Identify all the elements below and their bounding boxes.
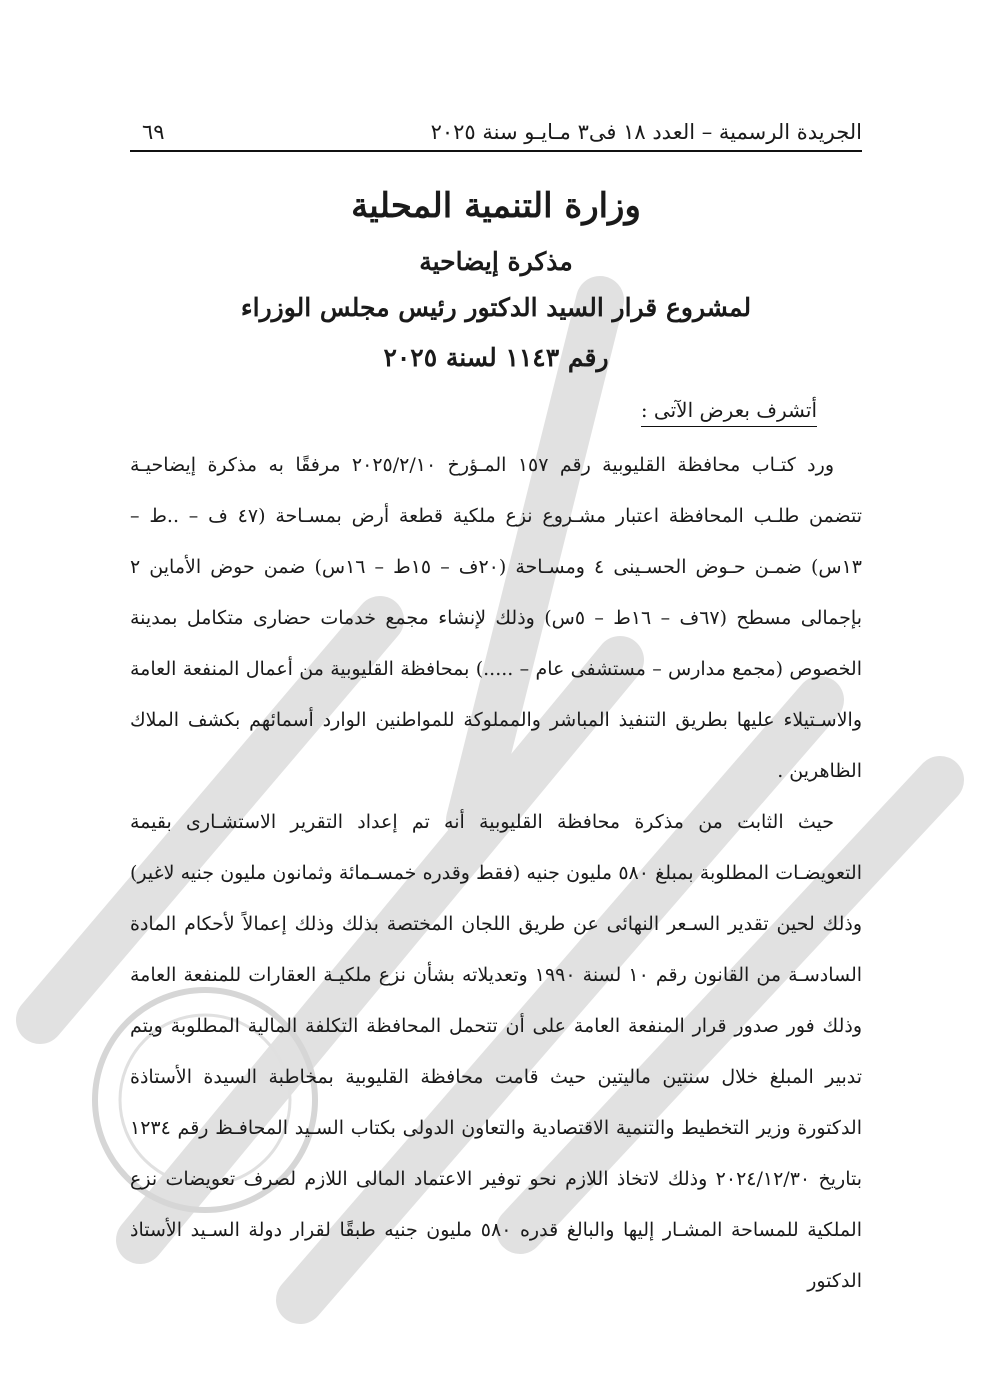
memo-title: مذكرة إيضاحية: [419, 247, 573, 276]
gazette-title: الجريدة الرسمية – العدد ١٨ فى٣ مـايـو سنة ٢٠٢٥: [430, 120, 862, 144]
intro-line: أتشرف بعرض الآتى :: [641, 398, 817, 427]
paragraph-2: حيث الثابت من مذكرة محافظة القليوبية أنه تم إعداد التقرير الاستشـارى بقيمة التعويضـات المطلوبة بمبلغ ٥٨٠ مليون جنيه (فقط وقدره خمسـمائة وثمانون مليون جنيه لاغير) وذلك لحين تقدير السـعر النهائى عن طريق اللجان المختصة بذلك وذلك إعمالاً لأحكام المادة السادسـة من القانون رقم ١٠ لسنة ١٩٩٠ وتعديلاته بشأن نزع ملكيـة العقارات للمنفعة العامة وذلك فور صدور قرار المنفعة العامة على أن تتحمل المحافظة التكلفة المالية المطلوبة ويتم تدبير المبلغ خلال سنتين ماليتين حيث قامت محافظة القليوبية بمخاطبة السيدة الأستاذة الدكتورة وزير التخطيط والتنمية الاقتصادية والتعاون الدولى بكتاب السـيد المحافـظ رقم ١٢٣٤ بتاريخ ٢٠٢٤/١٢/٣٠ وذلك لاتخاذ اللازم نحو توفير الاعتماد المالى اللازم لصرف تعويضات نزع الملكية للمساحة المشـار إليها والبالغ قدره ٥٨٠ مليون جنيه طبقًا لقرار دولة السـيد الأستاذ الدكتور: [130, 811, 863, 1292]
memo-body: [130, 440, 862, 1307]
project-title: لمشروع قرار السيد الدكتور رئيس مجلس الوزراء: [240, 293, 752, 322]
ministry-title: وزارة التنمية المحلية: [351, 186, 641, 226]
page-number: ٦٩: [142, 120, 165, 144]
paragraph-1: ورد كتـاب محافظة القليوبية رقم ١٥٧ المـؤرخ ٢٠٢٥/٢/١٠ مرفقًا به مذكرة إيضاحيـة تتضمن طلـب المحافظة اعتبار مشـروع نزع ملكية قطعة أرض بمسـاحة (٤٧ ف – ..ط – ١٣س) ضمـن حـوض الحسـينى ٤ ومسـاحة (٢٠ف – ١٥ط – ١٦س) ضمن حوض الأماين ٢ بإجمالى مسطح (٦٧ف – ١٦ط – ٥س) وذلك لإنشاء مجمع خدمات حضارى متكامل بمدينة الخصوص (مجمع مدارس – مستشفى عام – .....) بمحافظة القليوبية من أعمال المنفعة العامة والاسـتيلاء عليها بطريق التنفيذ المباشر والمملوكة للمواطنين الوارد أسمائهم بكشف الملاك الظاهرين .: [130, 454, 863, 782]
page-header: [130, 112, 862, 152]
decision-number: رقم ١١٤٣ لسنة ٢٠٢٥: [383, 343, 609, 372]
